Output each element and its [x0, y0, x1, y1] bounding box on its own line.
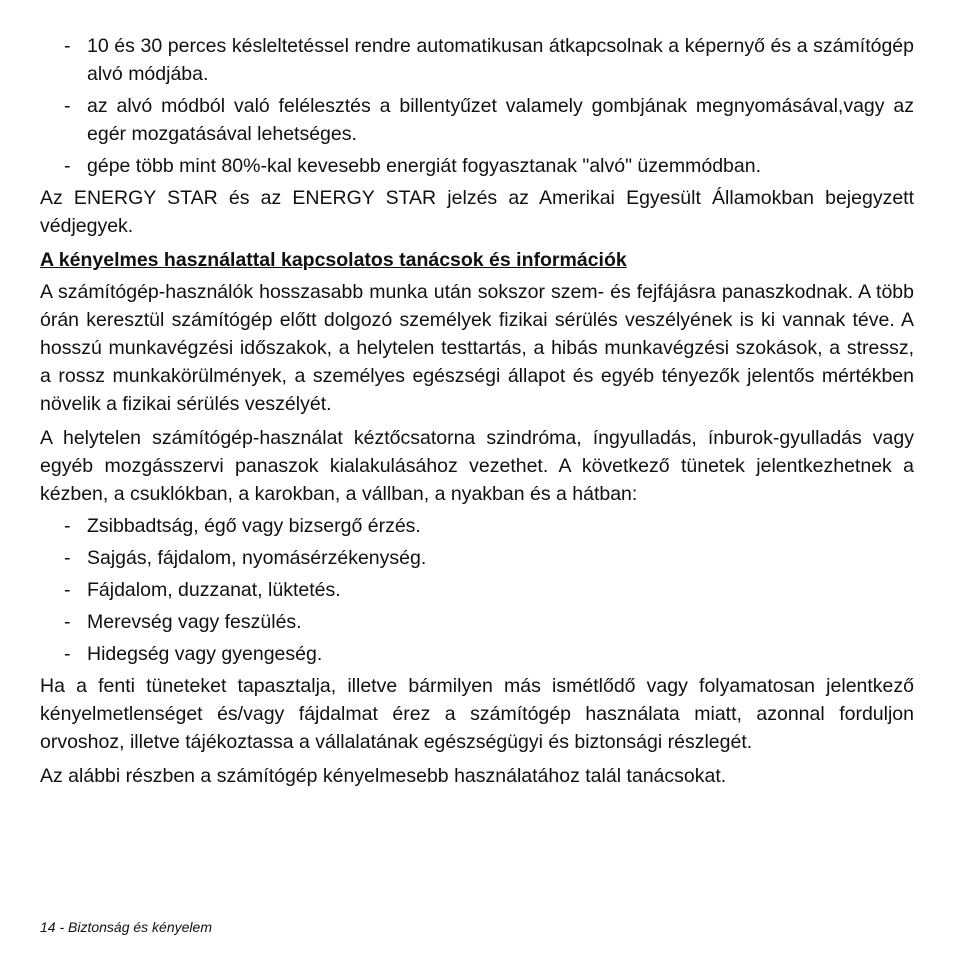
advice-paragraph: Ha a fenti tüneteket tapasztalja, illetve bármilyen más ismétlődő vagy folyamatosan jelentkező kényelmetlenséget és/vagy fájdalmat érez a számítógép használata miatt, azonnal forduljon orvoshoz, illetve tájékoztassa a vállalatának egészségügyi és biztonsági részlegét.: [40, 675, 914, 753]
list-item: [40, 640, 914, 668]
closing-paragraph: Az alábbi részben a számítógép kényelmesebb használatához talál tanácsokat.: [40, 765, 727, 787]
list-item-text: Hidegség vagy gyengeség.: [87, 643, 323, 665]
list-item-text: Merevség vagy feszülés.: [87, 611, 302, 633]
list-item: [40, 576, 914, 604]
power-saving-list: [40, 32, 914, 180]
list-item: [40, 512, 914, 540]
bullet-dash: -: [64, 611, 71, 633]
bullet-dash: -: [64, 547, 71, 569]
bullet-dash: -: [64, 515, 71, 537]
list-item-text: Sajgás, fájdalom, nyomásérzékenység.: [87, 547, 427, 569]
bullet-dash: -: [64, 35, 71, 57]
bullet-dash: -: [64, 579, 71, 601]
bullet-dash: -: [64, 643, 71, 665]
page-footer: 14 - Biztonság és kényelem: [40, 919, 212, 935]
list-item-text: az alvó módból való felélesztés a billentyűzet valamely gombjának megnyomásával,vagy az egér mozgatásával lehetséges.: [87, 95, 914, 145]
list-item-text: Zsibbadtság, égő vagy bizsergő érzés.: [87, 515, 421, 537]
list-item-text: Fájdalom, duzzanat, lüktetés.: [87, 579, 341, 601]
symptoms-paragraph: A helytelen számítógép-használat kéztőcsatorna szindróma, íngyulladás, ínburok-gyulladás vagy egyéb mozgásszervi panaszok kialakulásához vezethet. A következő tünetek jelentkezhetnek a kézben, a csuklókban, a karokban, a vállban, a nyakban és a hátban:: [40, 427, 914, 505]
bullet-dash: -: [64, 155, 71, 177]
intro-paragraph: A számítógép-használók hosszasabb munka után sokszor szem- és fejfájásra panaszkodnak. A több órán keresztül számítógép előtt dolgozó személyek fizikai sérülés veszélyének is ki vannak téve. A hosszú munkavégzési időszakok, a helytelen testtartás, a hibás munkavégzési szokások, a stressz, a rossz munkakörülmények, a személyes egészségi állapot és egyéb tényezők jelentős mértékben növelik a fizikai sérülés veszélyét.: [40, 281, 914, 415]
list-item: [40, 608, 914, 636]
list-item: [40, 92, 914, 148]
bullet-dash: -: [64, 95, 71, 117]
list-item: [40, 544, 914, 572]
symptoms-list: [40, 512, 914, 668]
list-item-text: 10 és 30 perces késleltetéssel rendre automatikusan átkapcsolnak a képernyő és a számítógép alvó módjába.: [87, 35, 914, 85]
list-item-text: gépe több mint 80%-kal kevesebb energiát fogyasztanak "alvó" üzemmódban.: [87, 155, 761, 177]
list-item: [40, 152, 914, 180]
trademark-paragraph: Az ENERGY STAR és az ENERGY STAR jelzés az Amerikai Egyesült Államokban bejegyzett védjegyek.: [40, 187, 914, 237]
list-item: [40, 32, 914, 88]
page-body: [40, 32, 914, 794]
section-heading: A kényelmes használattal kapcsolatos tanácsok és információk: [40, 249, 627, 271]
